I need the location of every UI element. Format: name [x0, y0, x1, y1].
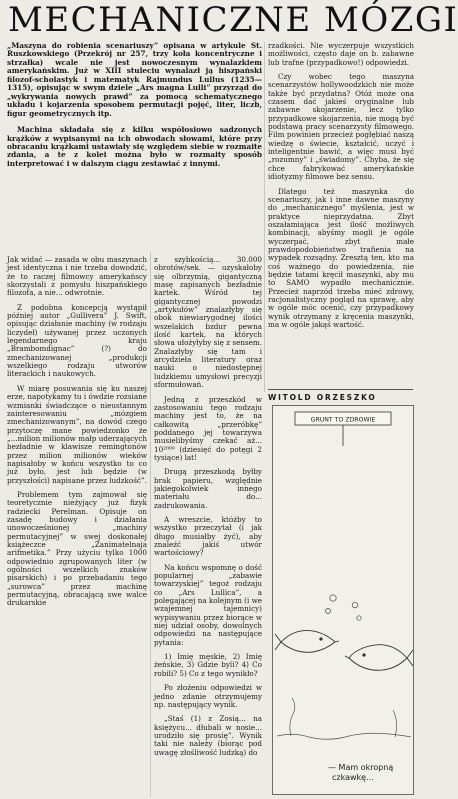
paragraph: „Staś (1) z Zosią... na księżycu... dłubali w nosie... urodziło się prosię”. Wynik taki nie należy (biorąc pod uwagę złośliwość ludzką) do [154, 714, 262, 757]
article-lead: „Maszyna do robienia scenariuszy” opisana w artykule St. Ruszkowskiego (Przekrój nr 257, trzy koła koncentryczne i strzałka) wcale nie jest nowoczesnym wynalazkiem amerykańskim. Już w XIII stuleciu wynalazł ją hiszpański filozof-scholastyk i matematyk Rajmundus Lullus (1235—1315), opisując w swym dziele „Ars magna Lulli” przyrząd do „wykrywania nowych prawd” za pomocą schematycznego układu i kojarzenia sposobem permutacji pojęć, liter, liczb, figur geometrycznych itp. [7, 41, 262, 118]
signature-rule [268, 389, 413, 390]
column-divider-lower [150, 252, 151, 797]
column-1 [7, 256, 147, 796]
column-2 [154, 256, 262, 796]
article-title: MECHANICZNE MÓZGI [8, 0, 458, 40]
author-signature: WITOLD ORZESZKO [268, 393, 377, 402]
article-lead-p2: Machina składała się z kilku współosiowo sadzonych krążków z wypisanymi na ich obwodach słowami, które przy obracaniu krążkami ustawiały się względem siebie w rozmaite zdania, a te z kolei można było w rozmaity sposób interpretować i w dalszym ciągu zestawiać z innymi. [7, 125, 262, 168]
column-divider [264, 42, 265, 392]
article-lead-block [7, 42, 262, 252]
paragraph: Jedną z przeszkód w zastosowaniu tego rodzaju machiny jest to, że na całkowitą „przeróbkę” poddanego jej towarzywa musielibyśmy czekać aż... 10²⁰⁰⁰ (dziesięć do potęgi 2 tysiące) lat! [154, 394, 262, 462]
sign-board [295, 412, 391, 446]
paragraph: A wreszcie, któżby to wszystko przeczytał (i jak długo musiałby żyć), aby znaleźć jakiś utwór wartościowy? [154, 514, 262, 558]
fish-left [275, 630, 339, 652]
column-3 [268, 42, 414, 392]
sea-floor [277, 698, 411, 739]
paragraph: W miarę posuwania się ku naszej erze, napotykamy tu i ówdzie rozsiane wzmianki świadczące o nieustannym zainteresowaniu „mózgiem zmechanizowanym”, na dowód czego przytoczę mane powiedzonko że „...milion milionów małp uderzających bezładnie w klawisze remingtonów przez milion milionów wieków napisałoby w końcu wszystko to co już było, jest lub będzie (w przyszłości) napisane przez ludzkość”. [7, 383, 147, 485]
cartoon-drawing [273, 406, 415, 796]
paragraph: Jak widać — zasada w obu maszynach jest identyczna i nie trzeba dowodzić, że to raczej filmowcy amerykańscy skorzystali z pomysłu hiszpańskiego filozofa, a nie... odwrotnie. [7, 255, 147, 298]
sign-text: GRUNT TO ZDROWIE [310, 416, 376, 424]
caption-line-2: czkawkę... [332, 773, 374, 782]
bubbles [326, 595, 362, 620]
paragraph: Drugą przeszkodą byłby brak papieru, względnie jakiegokolwiek innego materiału do... zadrukowania. [154, 467, 262, 510]
caption-line-1: — Mam okropną [328, 763, 394, 772]
paragraph: 1) Imię męskie, 2) Imię żeńskie, 3) Gdzie byli? 4) Co robili? 5) Co z tego wynikło? [154, 652, 262, 678]
paragraph: Po złożeniu odpowiedzi w jedno zdanie otrzymujemy np. następujący wynik. [154, 683, 262, 709]
paragraph: Z podobna koncepcją wystąpił później autor „Gullivera” J. Swift, opisując działanie machiny (w rodzaju liczydeł) używanej przez uczonych legendarnego kraju „Brambomdignac” (?) do zmechanizowanej „produkcji wszelkiego rodzaju utworów literackich i naukowych. [7, 302, 147, 379]
paragraph: Czy wobec tego maszyna scenarzystów hollywoodzkich nie może także być przydatna? Otóż może ona czasem dać jakieś oryginalne lub zabawne skojarzenie, lecz tylko przypadkowe skojarzenia, nie mogą być podstawą pracy scenarzysty filmowego. Film powinien przecież pogłębiać naszą wiedzę o świecie, kształcić, uczyć i inteligentnie bawić, a więc musi być „rozumny” i „świadomy”. Chyba, że się chce fabrykować amerykańskie idiotyzmy filmowe bez sensu. [268, 72, 414, 182]
paragraph: Dlatego też maszynka do scenariuszy, jak i inne dawne maszyny do „mechanicznego” myślenia, jest w praktyce nieprzydatna. Zbyt oszałamiająca jest ilość możliwych kombinacji, abyśmy mogli je ogóle wyczerpać, zbyt małe prawdopodobieństwo trafienia na wypadek rozsądny. Zresztą ten, kto ma coś ważnego do powiedzenia, nie będzie tatami kręcił maszynki, aby mu to SAMO wypadło mechanicznie. Przecież naprzód trzeba mieć zdrowy, racjonalistyczny pogląd na sprawę, aby w ogóle móc ocenić, czy przypadkowy wynik otrzymany z kręcenia maszynki, ma w ogóle jakąś wartość. [268, 186, 414, 329]
cartoon-panel [272, 405, 414, 795]
paragraph: Problemem tym zajmował się teoretycznie nieżyjący już fizyk radziecki Perelman. Opisuje on zasadę budowy i działania unowocześnionej „machiny permutacyjnej” w swej doskonałej książeczce „Zanimatelnaja arifmetika.” Przy użyciu tylko 1000 odpowiednio zgrupowanych liter (w ogólności wszelkich znaków pisarskich) i po przebadaniu tego „surowca” przez machinę permutacyjną, obracającą swe walce drukarskie [7, 489, 147, 608]
paragraph: Na końcu wspomnę o dość popularnej „zabawie towarzyskiej” tegoż rodzaju co „Ars Lullica”, a polegającej na kolejnym (i we wzajemnej tajemnicy) wypisywaniu przez biorące w niej udział osoby, dowolnych odpowiedzi na następujące pytania: [154, 562, 262, 647]
paragraph: z szybkością... 30.000 obrotów/sek. — uzyskałoby się olbrzymią, gigantyczną masę zapisanych bezładnie kartek. Wśród tej gigantycznej powodzi „artykułów” znalazłyby się obok niewiarygodnej ilości wszelakich bzdur pewna ilość kartek, na których słowa ułożyłyby się z sensem. Znalazłyby się tam i arcydzieła literatury oraz nauki o niedostępnej ludzkiemu umysłowi precyzji sformułowań. [154, 255, 262, 390]
paragraph: rzadkości. Nie wyczerpuje wszystkich możliwości, często daje on b. zabawne lub trafne (przypadkowo!) odpowiedzi. [268, 41, 414, 67]
fish-right [345, 645, 413, 671]
cartoon-caption [328, 763, 408, 783]
